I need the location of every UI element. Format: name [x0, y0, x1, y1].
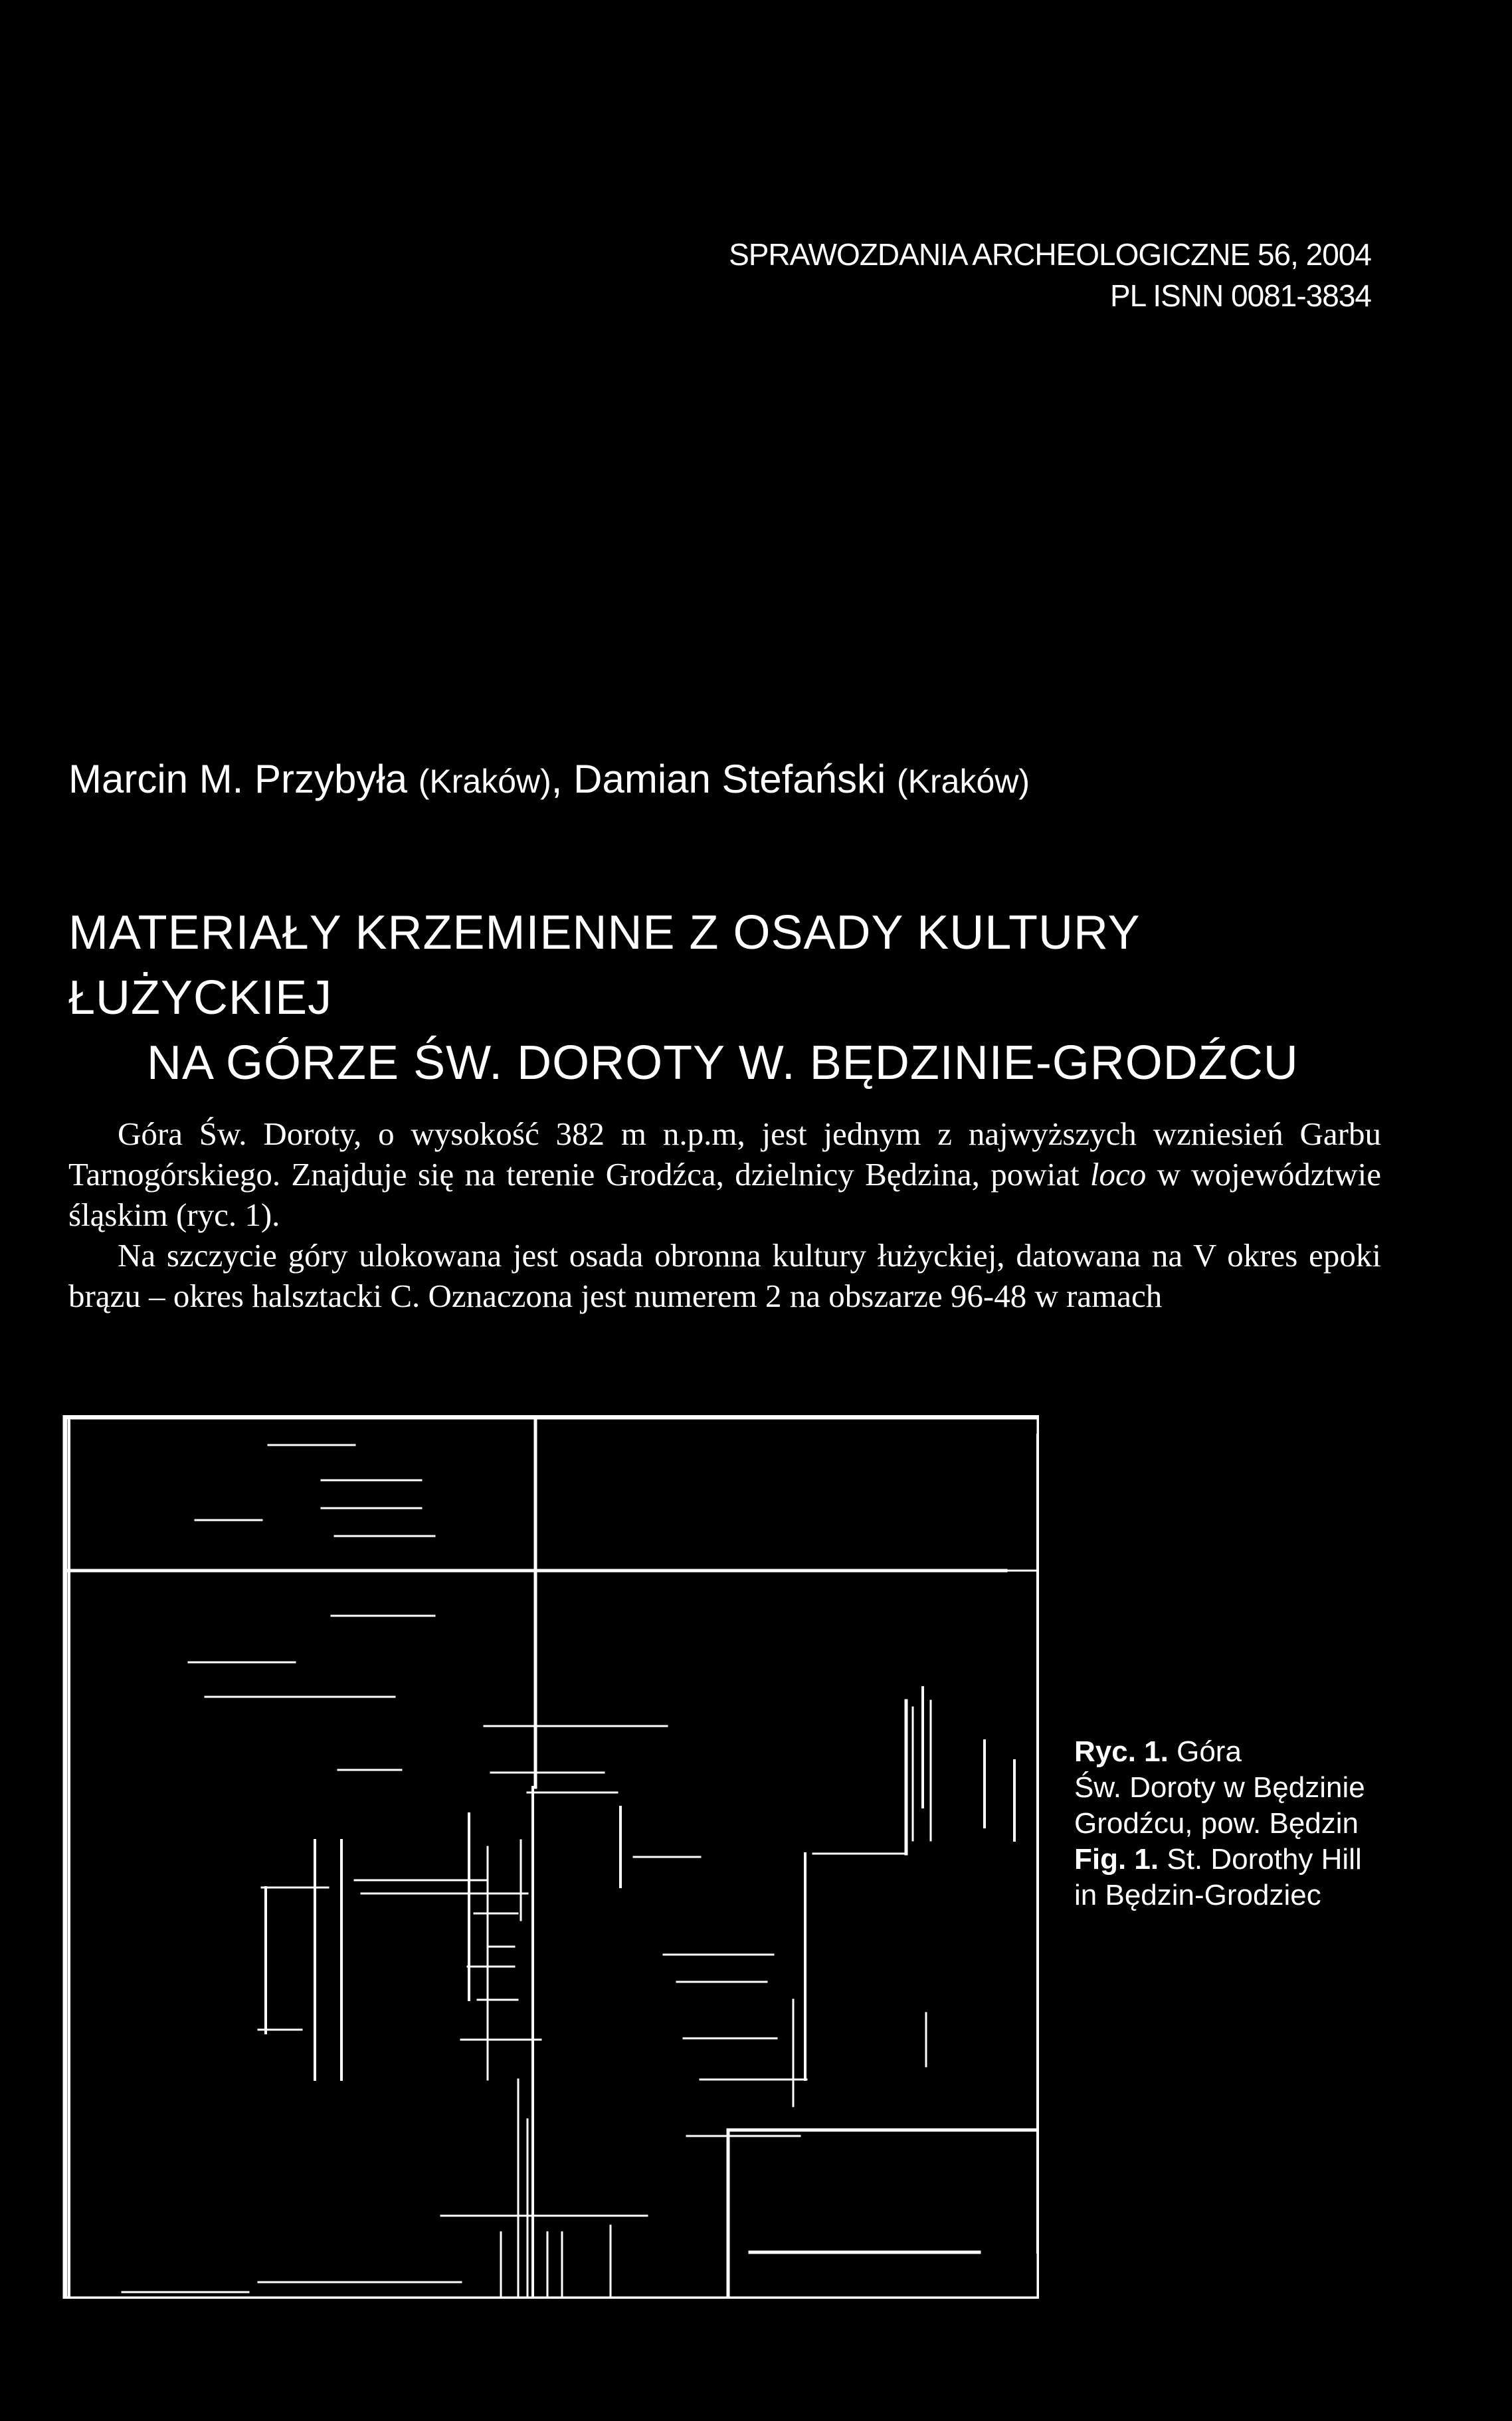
paragraph-2: Na szczycie góry ulokowana jest osada obronna kultury łużyckiej, datowana na V okres epoki brązu – okres halsztacki C. Oznaczona jest numerem 2 na obszarze 96-48 w ramach — [68, 1237, 1381, 1314]
journal-name: SPRAWOZDANIA ARCHEOLOGICZNE 56, 2004 — [729, 237, 1371, 272]
paragraph-1-italic: loco — [1089, 1156, 1147, 1193]
author-1-affiliation: (Kraków) — [418, 763, 551, 800]
caption-pl-line-2: Św. Doroty w Będzinie — [1074, 1771, 1365, 1804]
journal-issn: PL ISNN 0081-3834 — [1109, 278, 1371, 313]
caption-pl-label: Ryc. 1. — [1074, 1735, 1169, 1768]
author-2-name: Damian Stefański — [573, 757, 886, 801]
site-map-figure — [62, 1415, 1039, 2299]
journal-header — [729, 234, 1371, 316]
author-1-name: Marcin M. Przybyła — [68, 757, 408, 801]
caption-en-line-2: in Będzin-Grodziec — [1074, 1879, 1321, 1911]
caption-pl-text-1: Góra — [1168, 1735, 1242, 1768]
article-title — [68, 900, 1397, 1096]
title-line-2: NA GÓRZE ŚW. DOROTY W. BĘDZINIE-GRODŹCU — [147, 1036, 1299, 1090]
paragraph-1-end: w województwie śląskim (ryc. 1). — [68, 1156, 1382, 1233]
author-2-affiliation: (Kraków) — [897, 763, 1030, 800]
caption-pl-line-1 — [1074, 1734, 1365, 1770]
authors-line — [68, 756, 1030, 802]
figure-caption — [1074, 1734, 1365, 1913]
site-map-drawing — [62, 1415, 1039, 2299]
title-line-1: MATERIAŁY KRZEMIENNE Z OSADY KULTURY ŁUŻYCKIEJ — [68, 906, 1140, 1024]
paragraph-1-text: Góra Św. Doroty, o wysokość 382 m n.p.m, jest jednym z najwyższych wzniesień Garbu Tarnogórskiego. Znajduje się na terenie Grodźca, dzielnicy Będzina, powiat — [68, 1115, 1381, 1193]
map-frame — [65, 1417, 1039, 2299]
caption-en-line-1 — [1074, 1842, 1365, 1878]
body-text — [68, 1114, 1381, 1316]
author-separator: , — [551, 757, 574, 801]
caption-pl-line-3: Grodźcu, pow. Będzin — [1074, 1807, 1359, 1840]
paragraph-1 — [68, 1114, 1381, 1235]
caption-en-label: Fig. 1. — [1074, 1843, 1159, 1876]
caption-en-text-1: St. Dorothy Hill — [1159, 1843, 1362, 1876]
